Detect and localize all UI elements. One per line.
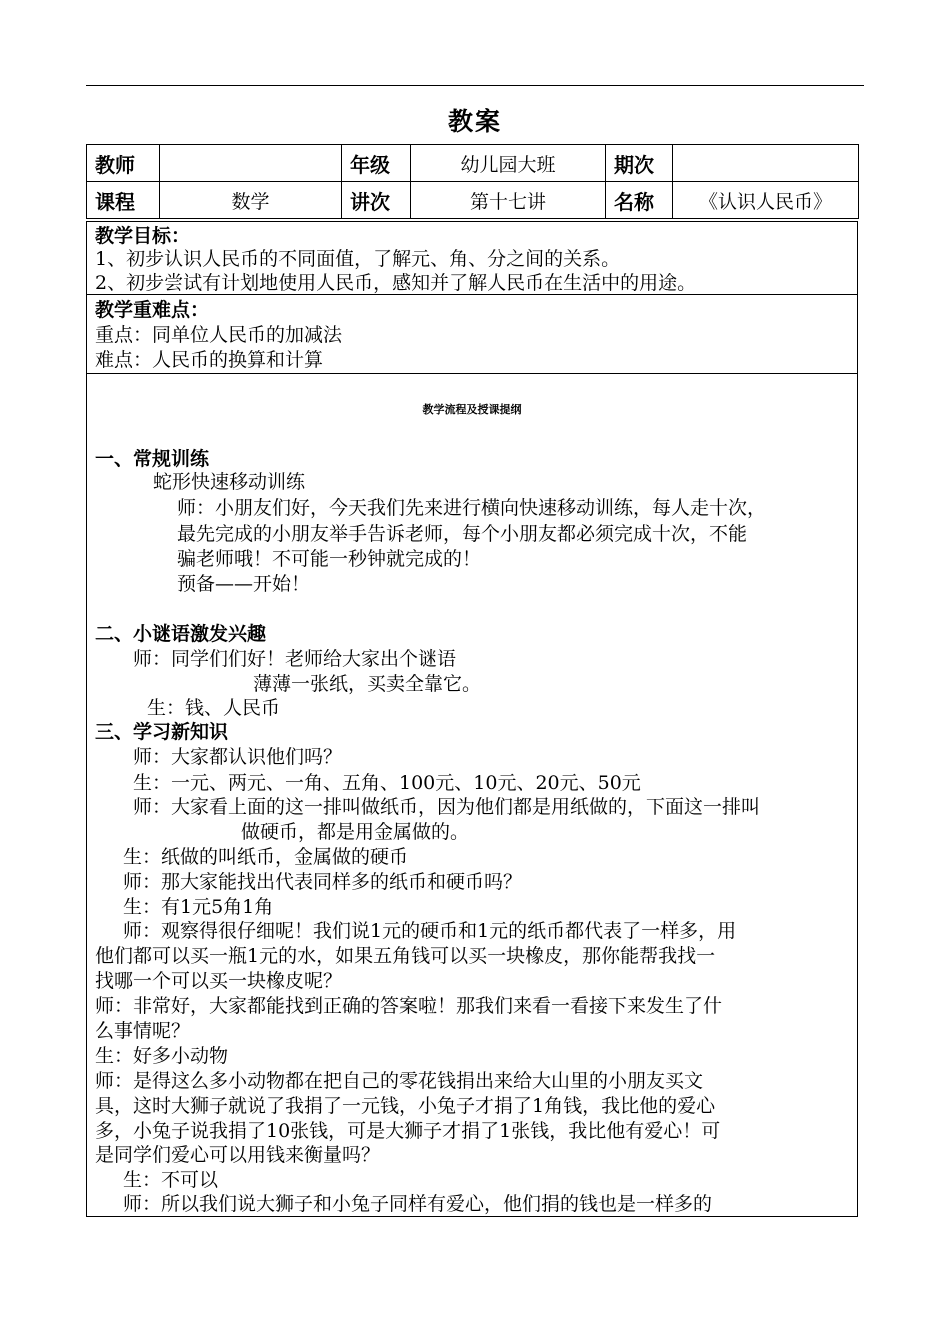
text-line: 是同学们爱心可以用钱来衡量吗？ [95, 1144, 381, 1166]
text-line: 生：不可以 [123, 1169, 219, 1191]
process-section [86, 373, 858, 1217]
text-line: 他们都可以买一瓶1元的水，如果五角钱可以买一块橡皮，那你能帮我找一 [95, 945, 716, 967]
teacher-label: 教师 [87, 145, 160, 182]
text-line: 薄薄一张纸，买卖全靠它。 [253, 673, 482, 695]
key-point-item: 难点：人民币的换算和计算 [95, 349, 324, 371]
lecture-value: 第十七讲 [411, 182, 606, 219]
text-line: 师：那大家能找出代表同样多的纸币和硬币吗？ [123, 871, 523, 893]
section-title: 一、常规训练 [95, 448, 210, 470]
key-points-section [86, 294, 858, 374]
term-label: 期次 [606, 145, 673, 182]
section-title: 二、小谜语激发兴趣 [95, 623, 267, 645]
text-line: 师：非常好，大家都能找到正确的答案啦！那我们来看一看接下来发生了什 [95, 995, 723, 1017]
key-point-item: 重点：同单位人民币的加减法 [95, 324, 343, 346]
table-row [87, 145, 859, 182]
key-points-heading: 教学重难点： [95, 299, 210, 321]
process-heading: 教学流程及授课提纲 [422, 403, 522, 416]
term-value [673, 145, 859, 182]
text-line: 师：同学们们好！老师给大家出个谜语 [133, 648, 457, 670]
text-line: 生：有1元5角1角 [123, 896, 274, 918]
objective-item: 1、初步认识人民币的不同面值，了解元、角、分之间的关系。 [95, 248, 621, 270]
text-line: 师：是得这么多小动物都在把自己的零花钱捐出来给大山里的小朋友买文 [95, 1070, 704, 1092]
header-rule [86, 85, 864, 86]
text-line: 师：观察得很仔细呢！我们说1元的硬币和1元的纸币都代表了一样多，用 [123, 920, 737, 942]
grade-value: 幼儿园大班 [411, 145, 606, 182]
name-label: 名称 [606, 182, 673, 219]
text-line: 做硬币，都是用金属做的。 [241, 821, 470, 843]
text-line: 生：一元、两元、一角、五角、100元、10元、20元、50元 [133, 772, 641, 794]
objective-item: 2、初步尝试有计划地使用人民币，感知并了解人民币在生活中的用途。 [95, 272, 697, 294]
grade-label: 年级 [342, 145, 411, 182]
course-label: 课程 [87, 182, 160, 219]
document-title: 教案 [447, 107, 502, 136]
lesson-info-table [86, 144, 859, 219]
text-line: 多，小兔子说我捐了10张钱，可是大狮子才捐了1张钱，我比他有爱心！可 [95, 1120, 721, 1142]
objectives-heading: 教学目标： [95, 225, 191, 247]
course-value: 数学 [160, 182, 342, 219]
text-line: 骗老师哦！不可能一秒钟就完成的！ [177, 548, 482, 570]
text-line: 么事情呢？ [95, 1020, 191, 1042]
text-line: 预备——开始！ [177, 573, 311, 595]
objectives-section [86, 221, 858, 295]
text-line: 蛇形快速移动训练 [153, 471, 306, 493]
lecture-label: 讲次 [342, 182, 411, 219]
text-line: 具，这时大狮子就说了我捐了一元钱，小兔子才捐了1角钱，我比他的爱心 [95, 1095, 716, 1117]
teacher-value [160, 145, 342, 182]
text-line: 生：钱、人民币 [147, 697, 281, 719]
section-title: 三、学习新知识 [95, 721, 229, 743]
name-value: 《认识人民币》 [673, 182, 859, 219]
text-line: 师：大家看上面的这一排叫做纸币，因为他们都是用纸做的，下面这一排叫 [133, 796, 761, 818]
text-line: 最先完成的小朋友举手告诉老师，每个小朋友都必须完成十次，不能 [177, 523, 748, 545]
text-line: 生：纸做的叫纸币，金属做的硬币 [123, 846, 409, 868]
text-line: 师：大家都认识他们吗？ [133, 746, 343, 768]
text-line: 找哪一个可以买一块橡皮呢？ [95, 970, 343, 992]
text-line: 师：小朋友们好，今天我们先来进行横向快速移动训练，每人走十次， [177, 497, 767, 519]
text-line: 生：好多小动物 [95, 1045, 229, 1067]
table-row [87, 182, 859, 219]
text-line: 师：所以我们说大狮子和小兔子同样有爱心，他们捐的钱也是一样多的 [123, 1193, 713, 1215]
